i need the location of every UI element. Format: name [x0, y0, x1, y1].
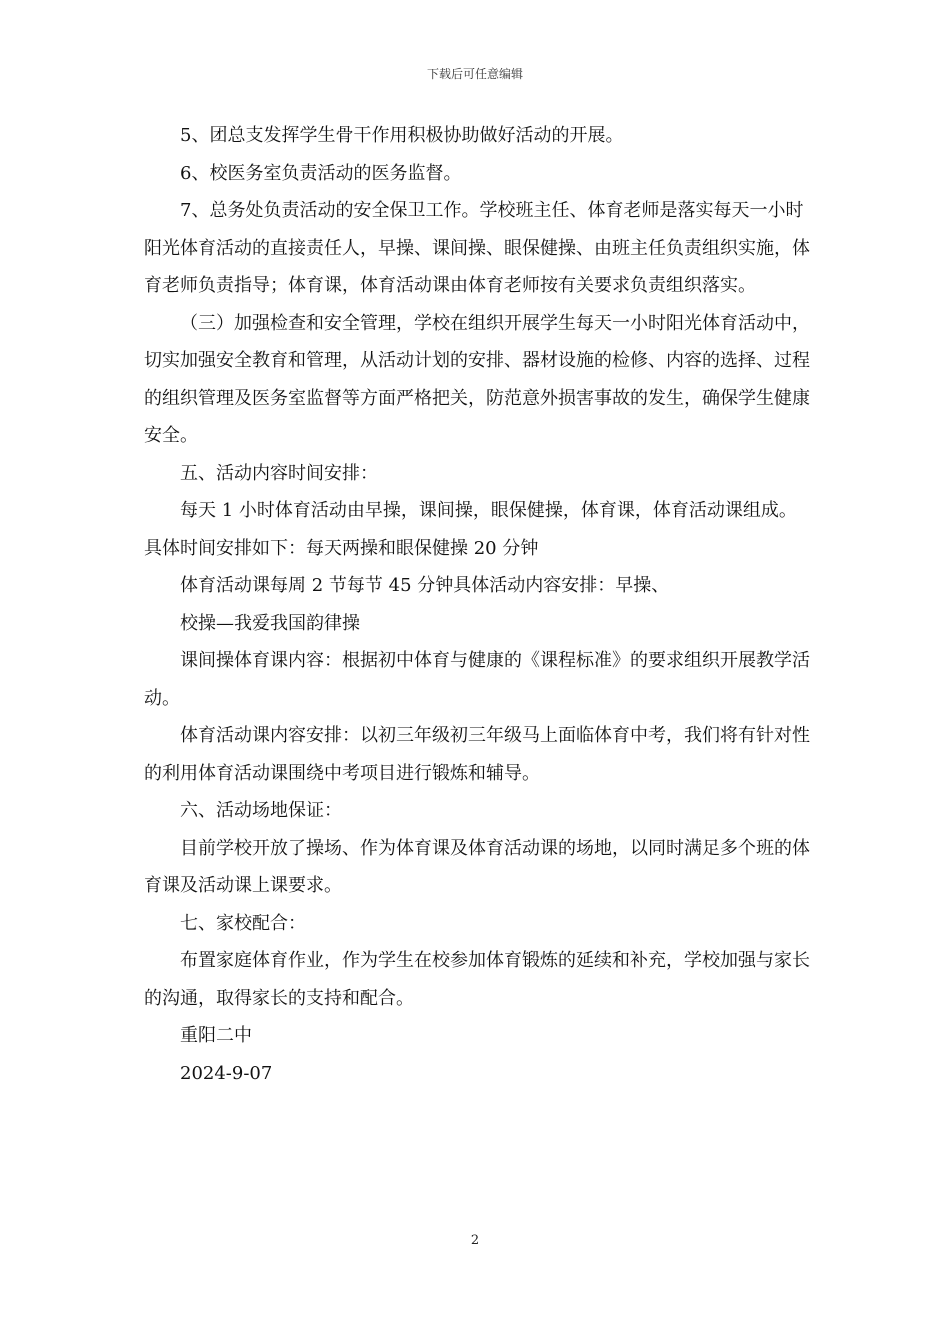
signature-school-name: 重阳二中: [180, 1025, 252, 1046]
paragraph-item-7: 7、总务处负责活动的安全保卫工作。学校班主任、体育老师是落实每天一小时阳光体育活动的直接责任人，早操、课间操、眼保健操、由班主任负责组织实施，体育老师负责指导；体育课，体育活动课由体育老师按有关要求负责组织落实。: [144, 200, 810, 296]
paragraph-item-6: 6、校医务室负责活动的医务监督。: [180, 162, 462, 184]
paragraph-activity-class-content: 体育活动课内容安排：以初三年级初三年级马上面临体育中考，我们将有针对性的利用体育活动课围绕中考项目进行锻炼和辅导。: [144, 725, 810, 784]
paragraph-school-exercise: 校操—我爱我国韵律操: [180, 612, 360, 634]
section-heading-home-school: 七、家校配合：: [180, 912, 306, 934]
paragraph-pe-class-content: 课间操体育课内容：根据初中体育与健康的《课程标准》的要求组织开展教学活动。: [144, 650, 810, 709]
paragraph-safety-management: （三）加强检查和安全管理，学校在组织开展学生每天一小时阳光体育活动中，切实加强安全教育和管理，从活动计划的安排、器材设施的检修、内容的选择、过程的组织管理及医务室监督等方面严格把关，防范意外损害事故的发生，确保学生健康安全。: [144, 312, 810, 446]
paragraph-item-5: 5、团总支发挥学生骨干作用积极协助做好活动的开展。: [180, 125, 624, 146]
section-heading-schedule: 五、活动内容时间安排：: [180, 462, 378, 484]
signature-date: 2024-9-07: [180, 1062, 273, 1084]
paragraph-venue: 目前学校开放了操场、作为体育课及体育活动课的场地，以同时满足多个班的体育课及活动课上课要求。: [144, 837, 810, 896]
paragraph-activity-class: 体育活动课每周 2 节每节 45 分钟具体活动内容安排：早操、: [180, 575, 670, 596]
document-body: [144, 117, 812, 1092]
paragraph-home-school: 布置家庭体育作业，作为学生在校参加体育锻炼的延续和补充，学校加强与家长的沟通，取得家长的支持和配合。: [144, 950, 810, 1009]
paragraph-daily-activity: 每天 1 小时体育活动由早操，课间操，眼保健操，体育课，体育活动课组成。具体时间安排如下：每天两操和眼保健操 20 分钟: [144, 500, 797, 559]
page-header-note: 下载后可任意编辑: [426, 67, 523, 81]
section-heading-venue: 六、活动场地保证：: [180, 800, 342, 821]
page-number: 2: [470, 1233, 480, 1248]
